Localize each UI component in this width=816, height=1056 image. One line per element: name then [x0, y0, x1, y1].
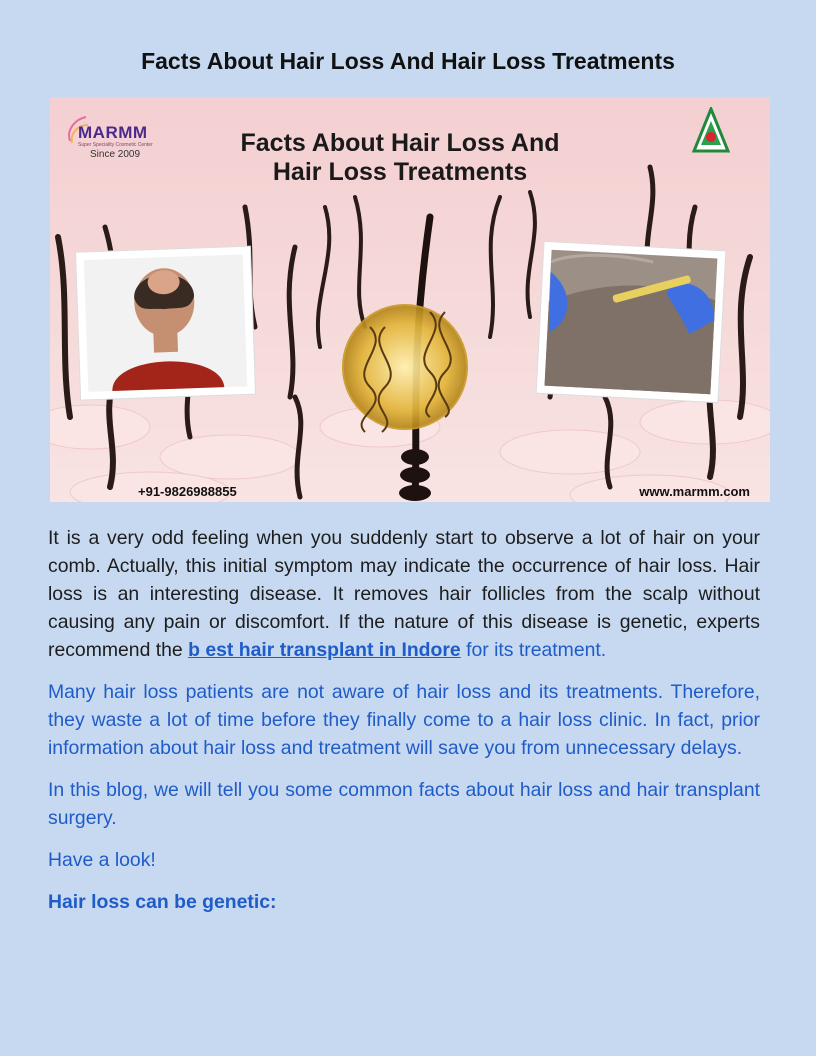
banner-title: [200, 129, 600, 187]
banner-website: www.marmm.com: [639, 484, 750, 499]
logo-name: MARMM: [78, 123, 148, 142]
accreditation-badge-icon: [692, 107, 730, 153]
section-heading-genetic: Hair loss can be genetic:: [48, 891, 277, 913]
article-body: [48, 524, 760, 930]
document-title: Facts About Hair Loss And Hair Loss Treatments: [141, 48, 675, 74]
banner-image: [50, 97, 770, 502]
paragraph-awareness: Many hair loss patients are not aware of hair loss and its treatments. Therefore, they waste a lot of time before they finally come to a hair loss clinic. In fact, prior information about hair loss and treatment will save you from unnecessary delays.: [48, 681, 760, 759]
banner-title-line2: Hair Loss Treatments: [272, 158, 528, 186]
logo-since: Since 2009: [90, 149, 141, 160]
paragraph-blog-intro: In this blog, we will tell you some common facts about hair loss and hair transplant surgery.: [48, 779, 760, 829]
hair-transplant-link[interactable]: b est hair transplant in Indore: [188, 639, 461, 661]
intro-text: It is a very odd feeling when you suddenly start to observe a lot of hair on your comb. Actually, this initial symptom may indicate the occurrence of hair loss. Hair loss is an interesting disease. It removes hair follicles from the scalp without causing any pain or discomfort. If the nature of this disease is genetic, experts recommend the: [48, 527, 760, 661]
paragraph-have-a-look: Have a look!: [48, 849, 156, 871]
paragraph-intro: [48, 524, 760, 664]
marmm-logo: [62, 111, 172, 161]
logo-tagline: Super Speciality Cosmetic Center: [78, 142, 153, 148]
banner-phone: +91-9826988855: [138, 484, 237, 499]
banner-title-line1: Facts About Hair Loss And: [240, 129, 560, 157]
intro-tail: for its treatment.: [460, 639, 607, 661]
